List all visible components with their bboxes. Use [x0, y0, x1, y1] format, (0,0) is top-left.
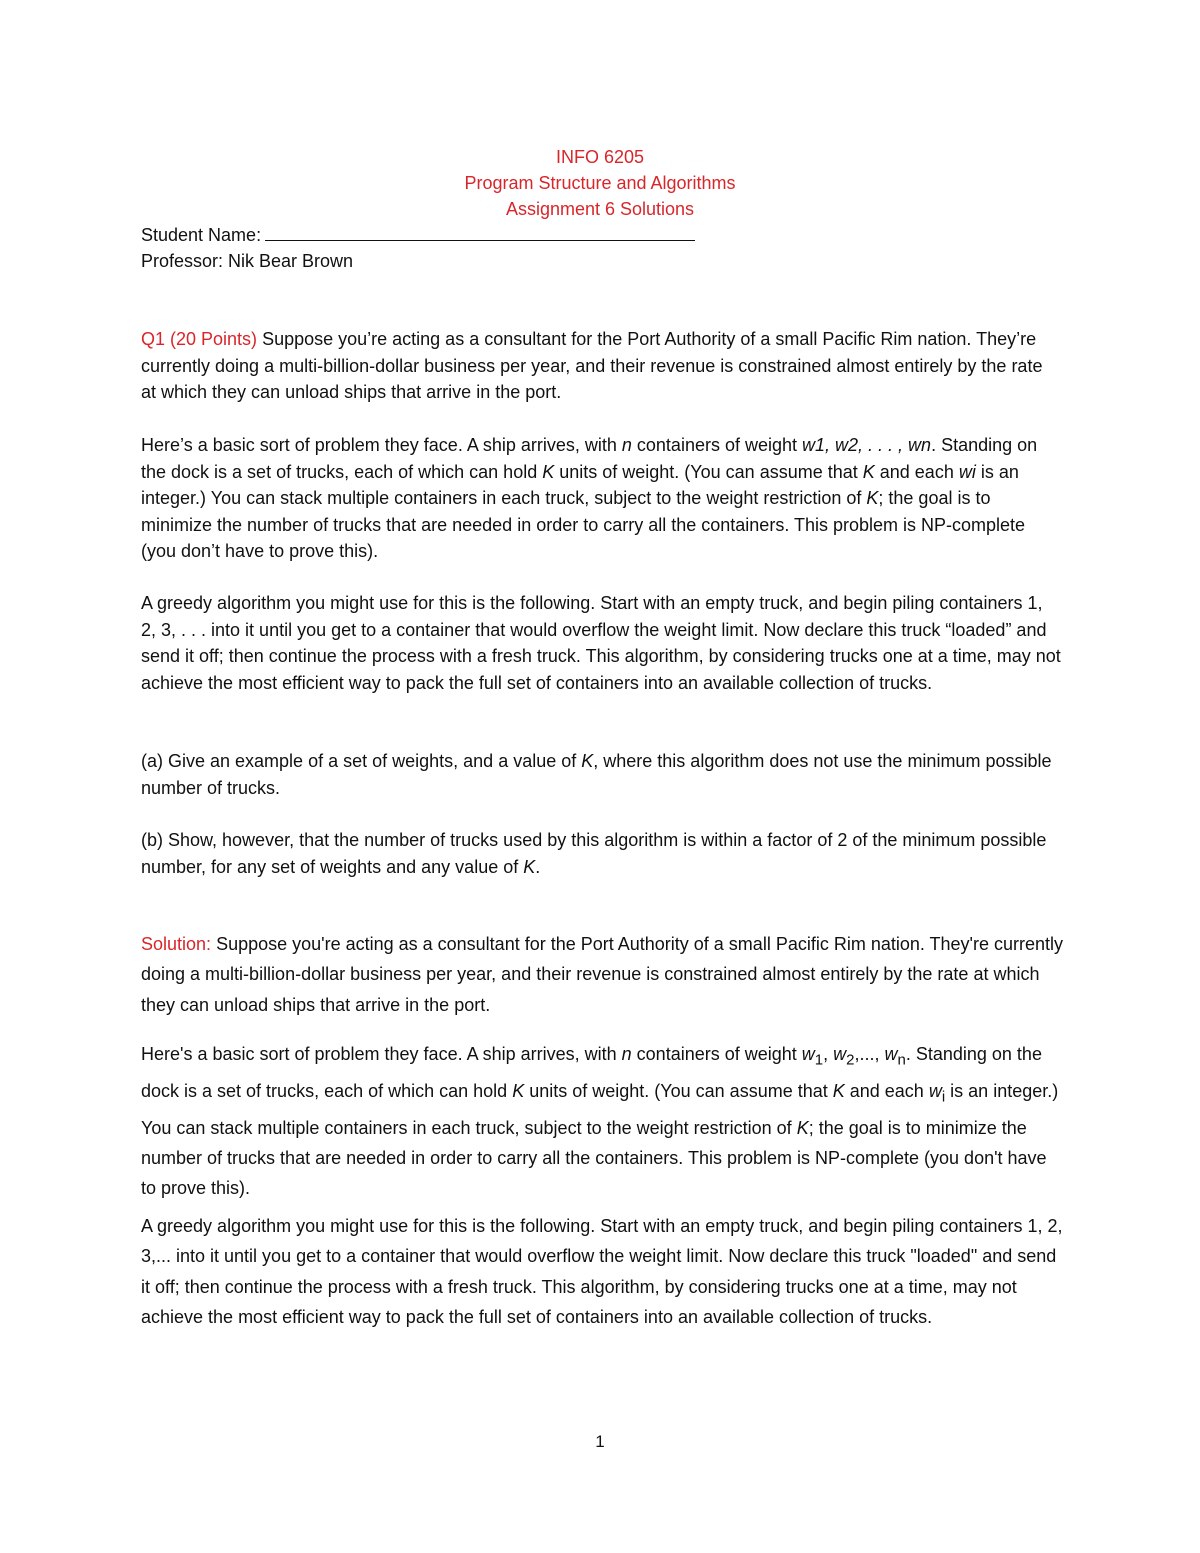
assignment-title: Assignment 6 Solutions: [505, 199, 695, 219]
course-title: Program Structure and Algorithms: [464, 173, 736, 193]
solution-label: Solution:: [141, 934, 212, 954]
question-paragraph-3: A greedy algorithm you might use for this is the following. Start with an empty truck, and begin piling containers 1, 2, 3, . . . into it until you get to a container that would overflow the weight limit. Now declare this truck “loaded” and send it off; then continue the process with a fresh truck. This algorithm, by considering trucks one at a time, may not achieve the most efficient way to pack the full set of containers into an available collection of trucks.: [141, 593, 1061, 693]
meta-block: [141, 222, 695, 274]
question-label: Q1 (20 Points): [141, 329, 258, 349]
solution-paragraph-2: Here's a basic sort of problem they face. A ship arrives, with n containers of weight $w_1$, $w_2$,..., $w_n$. Standing on the dock is a set of trucks, each of which can hold K units of weight. (You can assume that K and each $w_i$ is an integer.) You can stack multiple containers in each truck, subject to the weight restriction of K; the goal is to minimize the number of trucks that are needed in order to carry all the containers. This problem is NP-complete (you don't have to prove this).: [141, 1044, 1059, 1199]
professor-line: Professor: Nik Bear Brown: [141, 251, 354, 271]
page-number: 1: [595, 1432, 605, 1451]
student-name-blank: [265, 222, 695, 241]
solution-paragraph-1: Solution: Suppose you're acting as a consultant for the Port Authority of a small Pacific Rim nation. They're currently doing a multi-billion-dollar business per year, and their revenue is constrained almost entirely by the rate at which they can unload ships that arrive in the port.: [141, 934, 1064, 1015]
question-paragraph-2: Here’s a basic sort of problem they face. A ship arrives, with n containers of weight w1, w2, . . . , wn. Standing on the dock is a set of trucks, each of which can hold K units of weight. (You can assume that K and each wi is an integer.) You can stack multiple containers in each truck, subject to the weight restriction of K; the goal is to minimize the number of trucks that are needed in order to carry all the containers. This problem is NP-complete (you don’t have to prove this).: [141, 435, 1038, 561]
question-part-b: (b) Show, however, that the number of trucks used by this algorithm is within a factor of 2 of the minimum possible number, for any set of weights and any value of K.: [141, 830, 1047, 877]
student-name-label: Student Name:: [141, 225, 262, 245]
document-header: [0, 144, 1200, 222]
question-intro: [141, 326, 1061, 406]
student-name-line: [141, 222, 695, 248]
course-code: INFO 6205: [555, 147, 645, 167]
question-part-a: (a) Give an example of a set of weights, and a value of K, where this algorithm does not use the minimum possible number of trucks.: [141, 751, 1052, 798]
solution-paragraph-3: A greedy algorithm you might use for this is the following. Start with an empty truck, and begin piling containers 1, 2, 3,... into it until you get to a container that would overflow the weight limit. Now declare this truck "loaded" and send it off; then continue the process with a fresh truck. This algorithm, by considering trucks one at a time, may not achieve the most efficient way to pack the full set of containers into an available collection of trucks.: [141, 1216, 1063, 1327]
question-paragraph-1: Q1 (20 Points) Suppose you’re acting as a consultant for the Port Authority of a small Pacific Rim nation. They’re currently doing a multi-billion-dollar business per year, and their revenue is constrained almost entirely by the rate at which they can unload ships that arrive in the port.: [141, 329, 1043, 402]
